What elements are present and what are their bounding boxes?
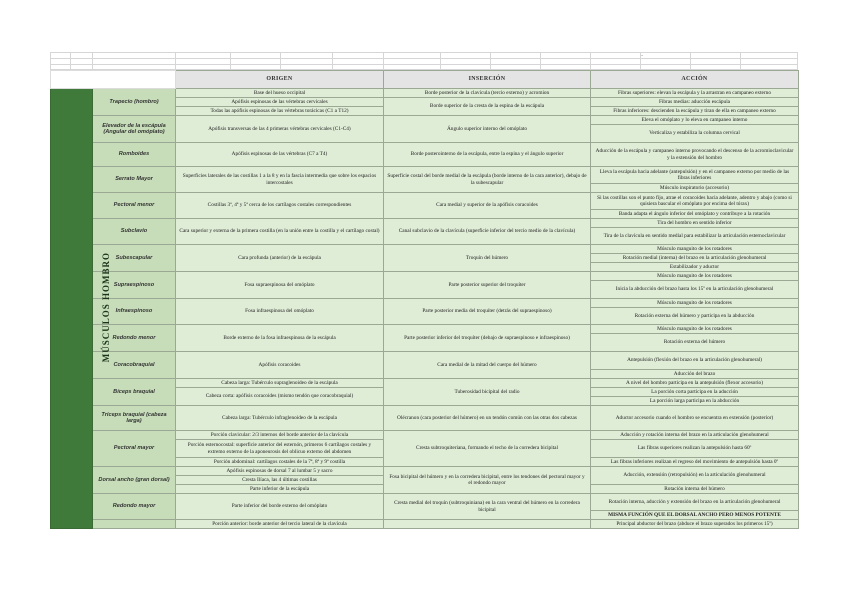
muscle-trapecio: Trapecio (hombro): [93, 89, 176, 116]
accion-cell: Lleva la escápula hacia adelante (antepulsión) y en el campaneo externo por medio de las fibras inferiores: [591, 167, 799, 184]
origen-cell: Cabeza larga: Tubérculo supraglenoideo de la escápula: [176, 379, 384, 388]
side-label: MÚSCULOS HOMBRO: [100, 252, 111, 363]
muscle-subclavio: Subclavio: [93, 219, 176, 245]
header-accion: ACCIÓN: [591, 71, 799, 89]
insercion-cell: Borde posterointerno de la escápula, entre la espina y el ángulo superior: [384, 143, 591, 167]
muscle-redondo-menor: Redondo menor: [93, 325, 176, 352]
muscle-infraespinoso: Infraespinoso: [93, 299, 176, 325]
insercion-cell: Superficie costal del borde medial de la escápula (borde interno de la cara anterior), debajo de la subescapular: [384, 167, 591, 193]
cell-marker: -: [641, 52, 644, 59]
insercion-cell: Fosa bicipital del húmero y en la corredera bicipital, entre los tendones del pectoral mayor y el redondo mayor: [384, 467, 591, 494]
origen-cell: Cabeza corta: apófisis coracoides (mismo tendón que coracobraquial): [176, 388, 384, 406]
origen-cell: Apófisis espinosas de las vértebras (C7 a T4): [176, 143, 384, 167]
insercion-cell: Olécranon (cara posterior del húmero) en un tendón común con las otras dos cabezas: [384, 406, 591, 431]
muscle-redondo-mayor: Redondo mayor: [93, 494, 176, 520]
accion-cell: Aducción del brazo: [591, 370, 799, 379]
insercion-cell: Borde posterior de la clavícula (tercio externo) y acromion: [384, 89, 591, 98]
origen-cell: Apófisis espinosas de dorsal 7 al lumbar 5 y sacro: [176, 467, 384, 476]
muscle-table: [50, 70, 798, 529]
muscle-triceps: Tríceps braquial (cabeza larga): [93, 406, 176, 431]
origen-cell: Porción abdominal: cartílagos costales de la 7ª, 8ª y 9ª costilla: [176, 458, 384, 467]
insercion-cell: Canal subclavio de la clavícula (superficie inferior del tercio medio de la clavícula): [384, 219, 591, 245]
spreadsheet-grid-top: [50, 52, 798, 70]
accion-cell: Eleva el omóplato y lo eleva en campaneo interno: [591, 116, 799, 125]
insercion-cell: Cara medial de la mitad del cuerpo del húmero: [384, 352, 591, 379]
accion-cell: La porción larga participa en la abducción: [591, 397, 799, 406]
origen-cell: Borde externo de la fosa infraespinosa de la escápula: [176, 325, 384, 352]
insercion-cell: Troquín del húmero: [384, 245, 591, 272]
insercion-cell: Cresta subtroquiteriana, formando el techo de la corredera bicipital: [384, 431, 591, 467]
insercion-cell: [384, 520, 591, 529]
muscle-dorsal-ancho: Dorsal ancho (gran dorsal): [93, 467, 176, 494]
accion-cell: Fibras superiores: elevan la escápula y la arrastran en campaneo externo: [591, 89, 799, 98]
accion-cell: Músculo manguito de los rotadores: [591, 245, 799, 254]
muscle-serrato: Serrato Mayor: [93, 167, 176, 193]
side-label-cell: [51, 89, 111, 529]
accion-cell: Fibras medias: aducción escápula: [591, 98, 799, 107]
muscle-elevador: Elevador de la escápula (Angular del omóplato): [93, 116, 176, 143]
origen-cell: Apófisis transversas de las 4 primeras vértebras cervicales (C1-C4): [176, 116, 384, 143]
insercion-cell: Borde superior de la cresta de la espina de la escápula: [384, 98, 591, 116]
insercion-cell: Parte posterior inferior del troquíter (debajo de supraespinoso e infraespinoso): [384, 325, 591, 352]
insercion-cell: Tuberosidad bicipital del radio: [384, 379, 591, 406]
header-blank: [51, 71, 176, 89]
accion-cell: Músculo manguito de los rotadores: [591, 325, 799, 334]
origen-cell: Parte inferior del borde externo del omóplato: [176, 494, 384, 520]
accion-cell: A nivel del hombro participa en la antepulsión (flexor accesorio): [591, 379, 799, 388]
accion-cell: Banda adapta el ángulo inferior del omóplato y contribuye a la rotación: [591, 210, 799, 219]
accion-cell: Si las costillas son el punto fijo, atrae el coracoides hacia adelante, adentro y abajo (como si quisiera bascular el omóplato por encima del tórax): [591, 193, 799, 210]
accion-cell: Aductor accesorio cuando el hombro se encuentra en extensión (posterior): [591, 406, 799, 431]
origen-cell: Fosa supraespinosa del omóplato: [176, 272, 384, 299]
accion-cell: Verticaliza y estabiliza la columna cervical: [591, 125, 799, 143]
origen-cell: Parte inferior de la escápula: [176, 485, 384, 494]
accion-cell: Fibras inferiores: descienden la escápula y tiran de ella en campaneo externo: [591, 107, 799, 116]
muscle-coracobraquial: Coracobraquial: [93, 352, 176, 379]
insercion-cell: Parte posterior media del troquíter (detrás del supraespinoso): [384, 299, 591, 325]
accion-cell: Músculo manguito de los rotadores: [591, 272, 799, 281]
header-origen: ORIGEN: [176, 71, 384, 89]
insercion-cell: Parte posterior superior del troquíter: [384, 272, 591, 299]
accion-cell: La porción corta participa en la aducción: [591, 388, 799, 397]
origen-cell: Base del hueso occipital: [176, 89, 384, 98]
muscle-biceps: Bíceps braquial: [93, 379, 176, 406]
origen-cell: Cabeza larga: Tubérculo infraglenoideo de la escápula: [176, 406, 384, 431]
accion-cell: Rotación interna, aducción y extensión del brazo en la articulación glenohumeral: [591, 494, 799, 511]
origen-cell: Porción clavicular: 2/3 internos del borde anterior de la clavícula: [176, 431, 384, 440]
muscle-next: [93, 520, 176, 529]
accion-cell: Rotación medial (interna) del brazo en la articulación glenohumeral: [591, 254, 799, 263]
origen-cell: Cara profunda (anterior) de la escápula: [176, 245, 384, 272]
accion-cell: Estabilizador y aductor: [591, 263, 799, 272]
accion-cell: Las fibras superiores realizan la antepulsión hasta 60º: [591, 440, 799, 458]
origen-cell: Todas las apófisis espinosas de las vértebras torácicas (C1 a T12): [176, 107, 384, 116]
accion-cell: Aducción de la escápula y campaneo interno provocando el descenso de la acromioclavicular y la extensión del hombro: [591, 143, 799, 167]
accion-cell: Tira de la clavícula en sentido medial para estabilizar la articulación esternoclavicular: [591, 228, 799, 245]
origen-cell: Apófisis coracoides: [176, 352, 384, 379]
accion-cell: Las fibras inferiores realizan el regreso del movimiento de antepulsión hasta 0º: [591, 458, 799, 467]
accion-cell: Músculo manguito de los rotadores: [591, 299, 799, 308]
muscle-pectoral-mayor: Pectoral mayor: [93, 431, 176, 467]
accion-cell: Músculo inspiratorio (accesorio): [591, 184, 799, 193]
accion-cell: Aducción y rotación interna del brazo en la articulación glenohumeral: [591, 431, 799, 440]
muscle-supraespinoso: Supraespinoso: [93, 272, 176, 299]
origen-cell: Porción anterior: borde anterior del tercio lateral de la clavícula: [176, 520, 384, 529]
muscle-subescapular: Subescapular: [93, 245, 176, 272]
accion-cell: Rotación externa del húmero: [591, 334, 799, 352]
accion-cell: Aducción, extensión (retropulsión) en la articulación glenohumeral: [591, 467, 799, 485]
muscle-pectoral-menor: Pectoral menor: [93, 193, 176, 219]
origen-cell: Apófisis espinosas de las vértebras cervicales: [176, 98, 384, 107]
accion-cell: MISMA FUNCIÓN QUE EL DORSAL ANCHO PERO MENOS POTENTE: [591, 511, 799, 520]
accion-cell: Rotación interna del húmero: [591, 485, 799, 494]
origen-cell: Cara superior y externa de la primera costilla (en la unión entre la costilla y el cartílago costal): [176, 219, 384, 245]
accion-cell: Principal abductor del brazo (abduce el brazo superados los primeros 15º): [591, 520, 799, 529]
origen-cell: Superficies laterales de las costillas 1 a la 8 y en la fascia intermedia que sobre los espacios intercostales: [176, 167, 384, 193]
origen-cell: Porción esternocostal: superficie anterior del esternón, primeros 6 cartílagos costales y extremo externo de la aponeurosis del oblicuo externo del abdomen: [176, 440, 384, 458]
insercion-cell: Ángulo superior interno del omóplato: [384, 116, 591, 143]
header-insercion: INSERCIÓN: [384, 71, 591, 89]
muscle-romboides: Romboides: [93, 143, 176, 167]
origen-cell: Cresta Ilíaca, las 4 últimas costillas: [176, 476, 384, 485]
accion-cell: Antepulsión (flexión del brazo en la articulación glenohumeral): [591, 352, 799, 370]
origen-cell: Fosa infraespinosa del omóplato: [176, 299, 384, 325]
insercion-cell: Cresta medial del troquín (subtroquiniana) en la cara ventral del húmero en la corredera bicipital: [384, 494, 591, 520]
insercion-cell: Cara medial y superior de la apófisis coracoides: [384, 193, 591, 219]
accion-cell: Tira del hombro en sentido inferior: [591, 219, 799, 228]
accion-cell: Inicia la abducción del brazo hasta los 15º en la articulación glenohumeral: [591, 281, 799, 299]
accion-cell: Rotación externa del húmero y participa en la abducción: [591, 308, 799, 325]
origen-cell: Costillas 3ª, 4ª y 5ª cerca de los cartílagos costales correspondientes: [176, 193, 384, 219]
